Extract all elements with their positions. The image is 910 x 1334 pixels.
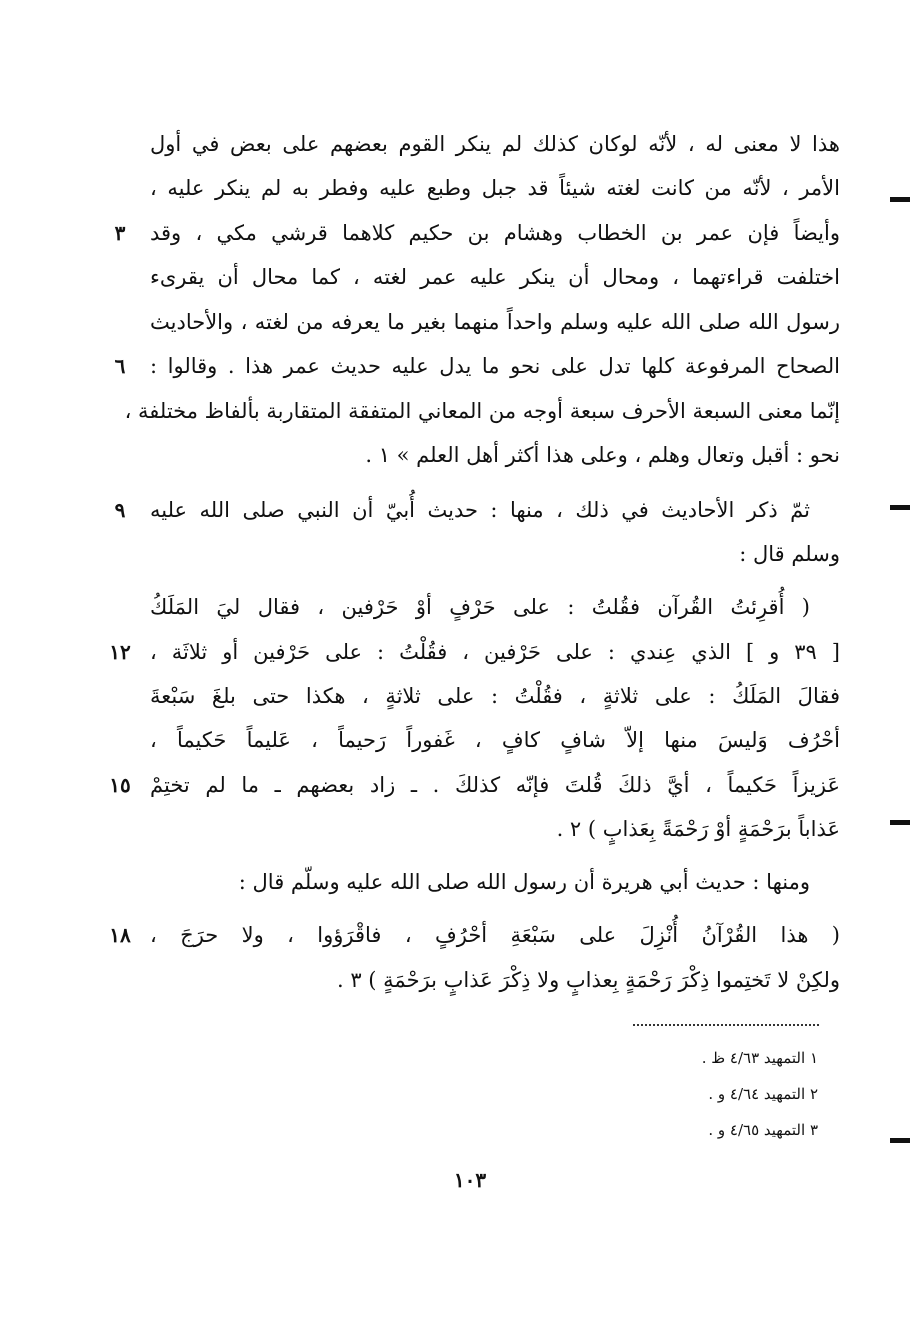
scan-edge-mark [890, 1138, 910, 1143]
scan-edge-mark [890, 820, 910, 825]
line-number: ٩ [114, 498, 126, 522]
scan-edge-mark [890, 505, 910, 510]
scan-edge-mark [890, 197, 910, 202]
line-number: ١٢ [109, 640, 131, 664]
footnote-separator [633, 1024, 819, 1026]
text-line: نحو : أقبل وتعال وهلم ، وعلى هذا أكثر أهل العلم » ١ . [365, 443, 840, 467]
text-line: الأمر ، لأنّه من كانت لغته شيئاً قد جبل وطبع عليه وفطر به لم ينكر عليه ، [150, 176, 840, 200]
text-line: رسول الله صلى الله عليه وسلم واحداً منهما بغير ما يعرفه من لغته ، والأحاديث [150, 310, 840, 334]
text-line: ( أُقرِئتُ القُرآن فقُلتُ : على حَرْفٍ أوْ حَرْفين ، فقال ليَ المَلَكُ [150, 595, 810, 619]
line-number: ٦ [114, 354, 126, 378]
line-number: ٣ [114, 221, 126, 245]
text-line: عَذاباً برَحْمَةٍ أوْ رَحْمَةً بِعَذابٍ ) ٢ . [556, 817, 840, 841]
page-number: ١٠٣ [453, 1168, 487, 1192]
text-line: الصحاح المرفوعة كلها تدل على نحو ما يدل عليه حديث عمر هذا . وقالوا : [150, 354, 840, 378]
text-line: وسلم قال : [739, 542, 840, 566]
text-line: [ ٣٩ و ] الذي عِندي : على حَرْفين ، فقُلْتُ : على حَرْفين أو ثلاثَة ، [150, 640, 840, 664]
text-line: فقالَ المَلَكُ : على ثلاثةٍ ، فقُلْتُ : على ثلاثةٍ ، هكذا حتى بلغَ سَبْعةَ [150, 684, 840, 708]
line-number: ١٥ [109, 773, 131, 797]
text-line: أحْرُف وَليسَ منها إلاّ شافٍ كافٍ ، غَفوراً رَحيماً ، عَليماً حَكيماً ، [150, 728, 840, 752]
text-line: ولكِنْ لا تَختِموا ذِكْرَ رَحْمَةٍ بِعذابٍ ولا ذِكْرَ عَذابٍ برَحْمَةٍ ) ٣ . [336, 968, 840, 992]
footnote: ١ التمهيد ٤/٦٣ ظ . [701, 1049, 818, 1067]
text-line: ومنها : حديث أبي هريرة أن رسول الله صلى الله عليه وسلّم قال : [238, 870, 810, 894]
text-line: ( هذا القُرْآنُ أُنْزِلَ على سَبْعَةِ أحْرُفٍ ، فاقْرَؤوا ، ولا حرَجَ ، [150, 923, 840, 947]
text-line: اختلفت قراءتهما ، ومحال أن ينكر عليه عمر لغته ، كما محال أن يقرىء [150, 265, 840, 289]
text-line: ثمّ ذكر الأحاديث في ذلك ، منها : حديث أُبيّ أن النبي صلى الله عليه [150, 498, 810, 522]
line-number: ١٨ [109, 923, 131, 947]
text-line: إنّما معنى السبعة الأحرف سبعة أوجه من المعاني المتفقة المتقاربة بألفاظ مختلفة ، [124, 399, 840, 423]
footnote: ٣ التمهيد ٤/٦٥ و . [708, 1121, 818, 1139]
text-line: عَزيزاً حَكيماً ، أيَّ ذلكَ قُلتَ فإنّه كذلكَ . ـ زاد بعضهم ـ ما لم تختِمْ [150, 773, 840, 797]
text-line: وأيضاً فإن عمر بن الخطاب وهشام بن حكيم كلاهما قرشي مكي ، وقد [150, 221, 840, 245]
footnote: ٢ التمهيد ٤/٦٤ و . [708, 1085, 818, 1103]
text-line: هذا لا معنى له ، لأنّه لوكان كذلك لم ينكر القوم بعضهم على بعض في أول [150, 132, 840, 156]
